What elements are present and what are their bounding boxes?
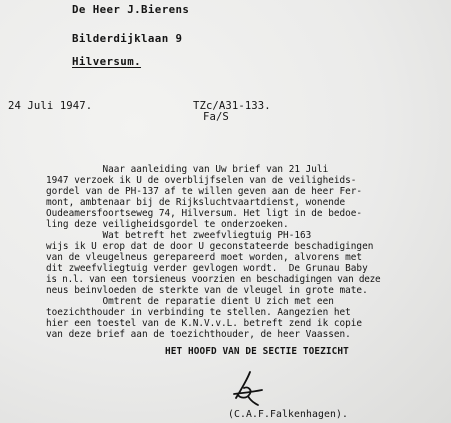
body-line: Oudeamersfoortseweg 74, Hilversum. Het ligt in de bedoe- bbox=[46, 208, 363, 220]
handwritten-signature bbox=[228, 368, 268, 408]
body-line: wijs ik U erop dat de door U geconstateerde beschadigingen bbox=[46, 241, 374, 253]
reference-number: TZc/A31-133. bbox=[193, 100, 271, 112]
body-line: van deze brief aan de toezichthouder, de heer Vaassen. bbox=[46, 329, 351, 341]
body-line: toezichthouder in verbinding te stellen. Aangezien het bbox=[46, 307, 351, 319]
body-line: dit zweefvliegtuig verder gevlogen wordt. De Grunau Baby bbox=[46, 263, 368, 275]
closing-title: HET HOOFD VAN DE SECTIE TOEZICHT bbox=[165, 346, 349, 357]
recipient-city: Hilversum. bbox=[72, 55, 142, 68]
body-line: Omtrent de reparatie dient U zich met een bbox=[46, 296, 334, 308]
recipient-street: Bilderdijklaan 9 bbox=[72, 32, 183, 45]
body-line: mont, ambtenaar bij de Rijksluchtvaartdienst, wonende bbox=[46, 197, 346, 209]
signatory-name: (C.A.F.Falkenhagen). bbox=[228, 409, 348, 420]
body-line: neus beinvloeden de sterkte van de vleugel in grote mate. bbox=[46, 285, 368, 297]
recipient-name: De Heer J.Bierens bbox=[72, 3, 190, 16]
body-line: is n.l. van een torsieneus voorzien en beschadigingen van deze bbox=[46, 274, 381, 286]
body-line: hier een toestel van de K.N.V.v.L. betreft zend ik copie bbox=[46, 318, 363, 330]
letter-date: 24 Juli 1947. bbox=[8, 100, 93, 112]
body-line: van de vleugelneus gerepareerd moet worden, alvorens met bbox=[46, 252, 363, 264]
body-line: gordel van de PH-137 af te willen geven aan de heer Fer- bbox=[46, 186, 363, 198]
body-line: Naar aanleiding van Uw brief van 21 Juli bbox=[46, 164, 329, 176]
body-line: 1947 verzoek ik U de overblijfselen van de veiligheids- bbox=[46, 175, 357, 187]
body-line: ling deze veiligheidsgordel te onderzoeken. bbox=[46, 219, 289, 231]
reference-initials: Fa/S bbox=[203, 111, 229, 123]
body-line: Wat betreft het zweefvliegtuig PH-163 bbox=[46, 230, 312, 242]
